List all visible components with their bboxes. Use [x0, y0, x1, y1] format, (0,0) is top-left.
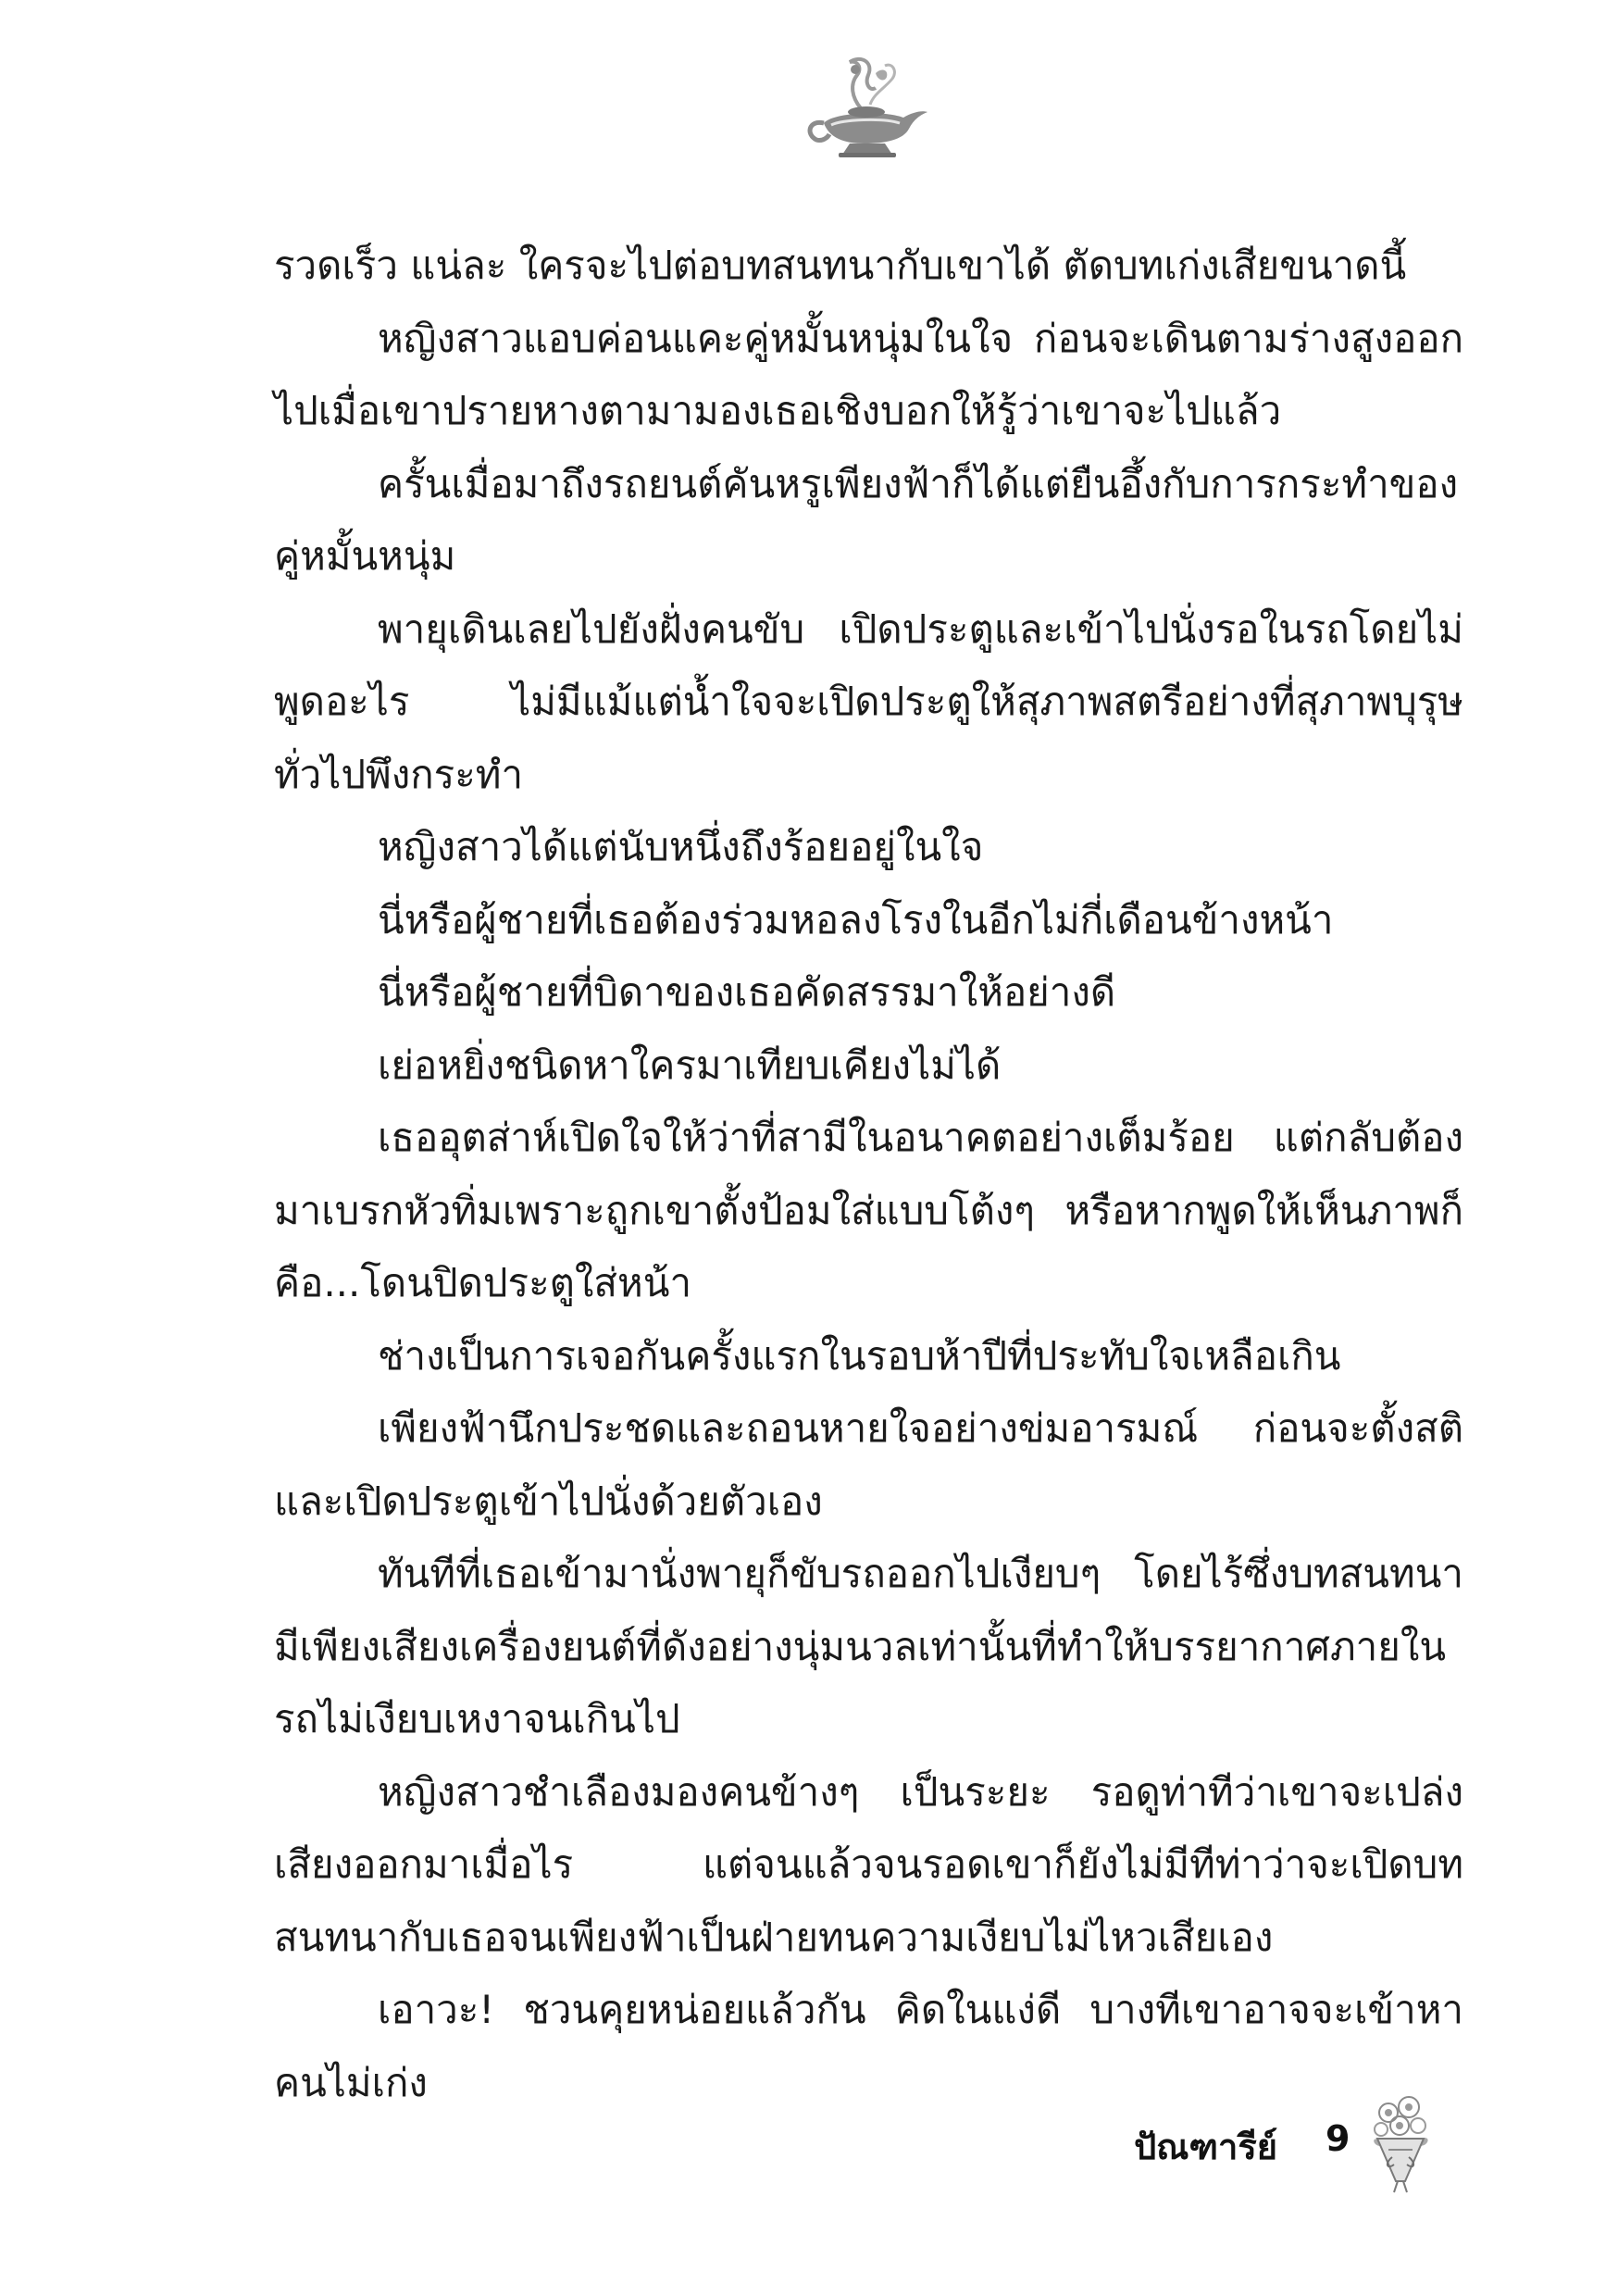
paragraph: รวดเร็ว แน่ละ ใครจะไปต่อบทสนทนากับเขาได้ ตัดบทเก่งเสียขนาดนี้: [274, 243, 1407, 288]
genie-lamp-icon: [796, 51, 935, 162]
paragraph: เอาวะ! ชวนคุยหน่อยแล้วกัน คิดในแง่ดี บางทีเขาอาจจะเข้าหาคนไม่เก่ง: [274, 1987, 1463, 2105]
paragraph: นี่หรือผู้ชายที่บิดาของเธอคัดสรรมาให้อย่างดี: [378, 969, 1116, 1015]
paragraph: พายุเดินเลยไปยังฝั่งคนขับ เปิดประตูและเข้าไปนั่งรอในรถโดยไม่พูดอะไร ไม่มีแม้แต่น้ำใจจะเปิดประตูให้สุภาพสตรีอย่างที่สุภาพบุรุษทั่วไปพึงกระทำ: [274, 605, 1463, 797]
paragraph: นี่หรือผู้ชายที่เธอต้องร่วมหอลงโรงในอีกไม่กี่เดือนข้างหน้า: [378, 896, 1334, 942]
page-number: 9: [1326, 2118, 1350, 2159]
paragraph: หญิงสาวได้แต่นับหนึ่งถึงร้อยอยู่ในใจ: [378, 824, 984, 869]
paragraph: ช่างเป็นการเจอกันครั้งแรกในรอบห้าปีที่ประทับใจเหลือเกิน: [378, 1332, 1341, 1379]
page-footer: [0, 2092, 1618, 2231]
paragraph: ครั้นเมื่อมาถึงรถยนต์คันหรูเพียงฟ้าก็ได้แต่ยืนอึ้งกับการกระทำของคู่หมั้นหนุ่ม: [274, 460, 1459, 579]
paragraph: ทันทีที่เธอเข้ามานั่งพายุก็ขับรถออกไปเงียบๆ โดยไร้ซึ่งบทสนทนามีเพียงเสียงเครื่องยนต์ที่ดังอย่างนุ่มนวลเท่านั้นที่ทำให้บรรยากาศภายในรถไม่เงียบเหงาจนเกินไป: [274, 1551, 1463, 1741]
paragraph: เพียงฟ้านึกประชดและถอนหายใจอย่างข่มอารมณ์ ก่อนจะตั้งสติและเปิดประตูเข้าไปนั่งด้วยตัวเอง: [274, 1405, 1463, 1524]
chapter-body-text: [274, 230, 1463, 2119]
paragraph: หญิงสาวแอบค่อนแคะคู่หมั้นหนุ่มในใจ ก่อนจะเดินตามร่างสูงออกไปเมื่อเขาปรายหางตามามองเธอเชิงบอกให้รู้ว่าเขาจะไปแล้ว: [274, 315, 1463, 433]
paragraph: เธออุตส่าห์เปิดใจให้ว่าที่สามีในอนาคตอย่างเต็มร้อย แต่กลับต้องมาเบรกหัวทิ่มเพราะถูกเขาตั้งป้อมใส่แบบโต้งๆ หรือหากพูดให้เห็นภาพก็คือ...โดนปิดประตูใส่หน้า: [274, 1115, 1463, 1305]
flower-bouquet-icon: [1368, 2092, 1433, 2194]
paragraph: เย่อหยิ่งชนิดหาใครมาเทียบเคียงไม่ได้: [378, 1042, 1002, 1088]
author-name: ปัณฑารีย์: [1134, 2127, 1277, 2167]
paragraph: หญิงสาวชำเลืองมองคนข้างๆ เป็นระยะ รอดูท่าทีว่าเขาจะเปล่งเสียงออกมาเมื่อไร แต่จนแล้วจนรอดเขาก็ยังไม่มีทีท่าว่าจะเปิดบทสนทนากับเธอจนเพียงฟ้าเป็นฝ่ายทนความเงียบไม่ไหวเสียเอง: [274, 1768, 1463, 1960]
